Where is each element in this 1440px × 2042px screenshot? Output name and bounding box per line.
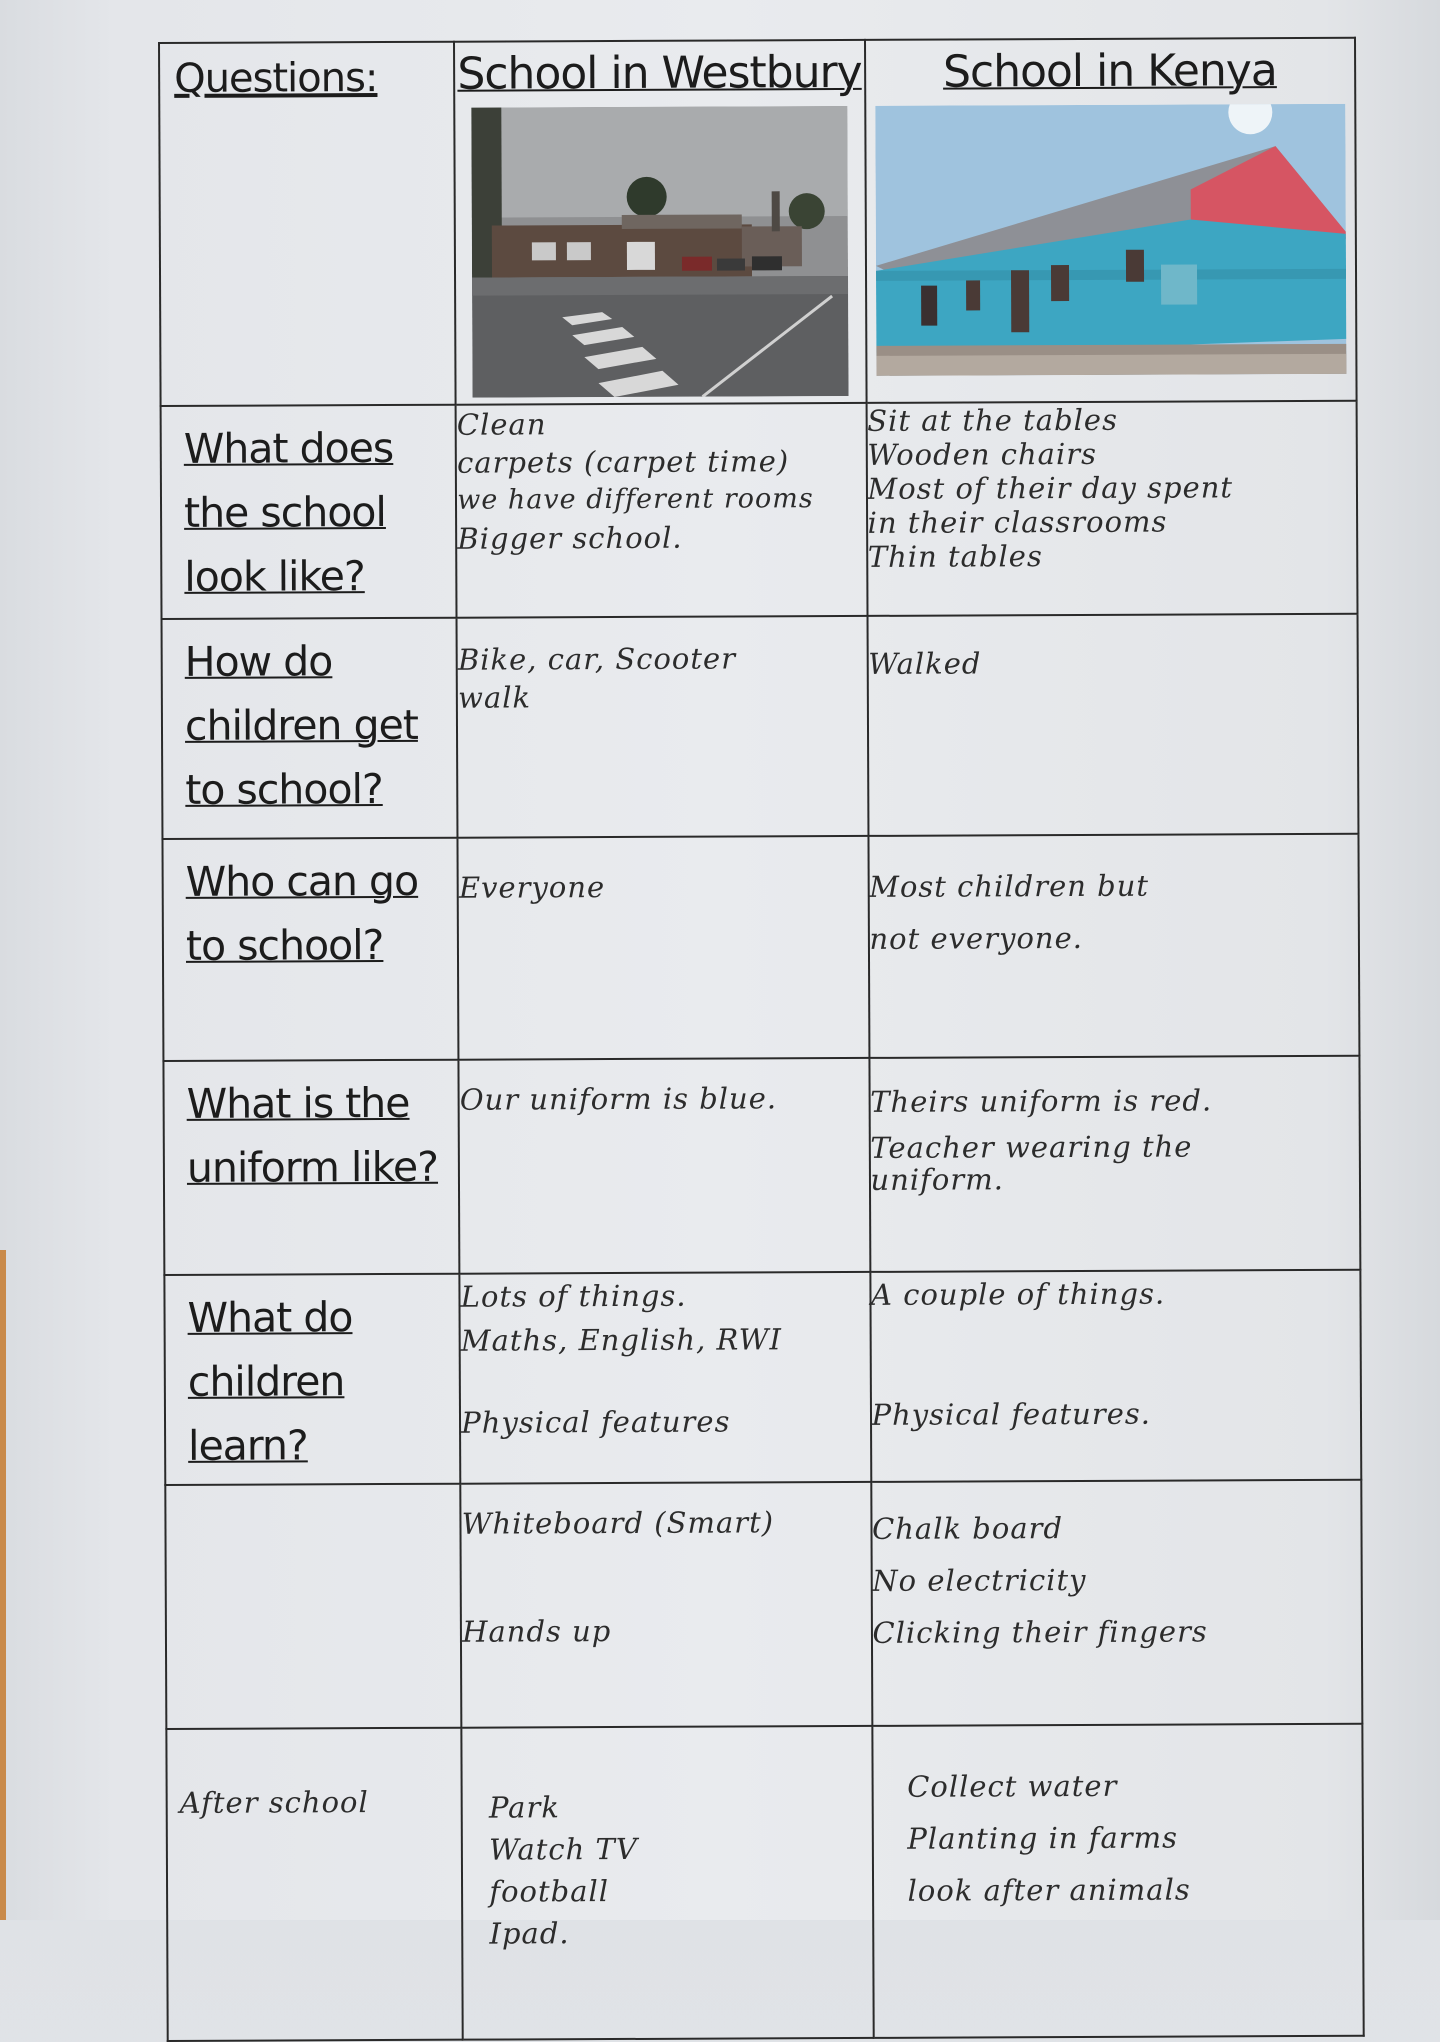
after-school-label: After school bbox=[179, 1785, 369, 1820]
answer-line: Theirs uniform is red. bbox=[870, 1083, 1213, 1119]
answer-line: Lots of things. bbox=[460, 1278, 687, 1314]
kenya-header-cell bbox=[865, 38, 1357, 403]
kenya-answer bbox=[868, 834, 1359, 1058]
question-cell bbox=[164, 1274, 460, 1485]
kenya-header: School in Kenya bbox=[942, 45, 1277, 98]
kenya-answer bbox=[871, 1480, 1363, 1726]
answer-line: walk bbox=[458, 680, 532, 715]
answer-line: Physical features bbox=[461, 1404, 731, 1440]
westbury-answer bbox=[459, 1058, 870, 1274]
question-line: children get bbox=[184, 700, 418, 750]
question-cell bbox=[163, 1060, 459, 1275]
question-line: uniform like? bbox=[186, 1142, 439, 1192]
spacer bbox=[462, 1541, 871, 1613]
spacer bbox=[871, 1315, 1360, 1387]
answer-line: Most children but bbox=[869, 868, 1150, 904]
kenya-school-photo bbox=[875, 104, 1346, 376]
row-classroom bbox=[165, 1480, 1362, 1729]
answer-line: Teacher wearing the bbox=[870, 1129, 1193, 1165]
question-cell-empty bbox=[165, 1484, 461, 1729]
row-look bbox=[161, 401, 1358, 619]
westbury-header-cell bbox=[454, 40, 866, 405]
answer-line: uniform. bbox=[870, 1162, 1004, 1197]
kenya-answer bbox=[866, 401, 1357, 616]
westbury-header: School in Westbury bbox=[457, 46, 862, 100]
answer-line: No electricity bbox=[872, 1562, 1087, 1598]
answer-line: Watch TV bbox=[489, 1831, 638, 1867]
question-line: to school? bbox=[185, 921, 384, 970]
answer-line: Planting in farms bbox=[907, 1820, 1179, 1856]
answer-line: Ipad. bbox=[489, 1916, 570, 1951]
kenya-answer bbox=[869, 1056, 1360, 1272]
question-line: Who can go bbox=[185, 856, 419, 906]
answer-line: Thin tables bbox=[867, 539, 1043, 574]
question-cell bbox=[162, 838, 458, 1061]
answer-line: Bigger school. bbox=[457, 520, 683, 556]
answer-line: Walked bbox=[868, 646, 982, 681]
answer-line: Our uniform is blue. bbox=[459, 1081, 778, 1117]
westbury-school-photo bbox=[472, 106, 849, 398]
answer-line: A couple of things. bbox=[870, 1276, 1166, 1312]
question-cell bbox=[161, 405, 457, 619]
question-line: to school? bbox=[185, 765, 383, 814]
answer-line: Most of their day spent bbox=[867, 470, 1234, 506]
table-edge bbox=[0, 1250, 6, 1920]
question-cell bbox=[166, 1728, 463, 2041]
question-line: What is the bbox=[186, 1078, 410, 1128]
question-line: What does bbox=[183, 423, 394, 473]
kenya-answer bbox=[872, 1724, 1364, 2038]
question-line: learn? bbox=[188, 1421, 308, 1470]
answer-line: football bbox=[489, 1874, 610, 1909]
question-line: children bbox=[187, 1357, 345, 1406]
answer-line: Whiteboard (Smart) bbox=[461, 1505, 775, 1541]
question-line: the school bbox=[183, 488, 386, 537]
answer-line: Wooden chairs bbox=[867, 436, 1098, 472]
answer-line: look after animals bbox=[907, 1872, 1191, 1908]
questions-header-cell bbox=[159, 42, 456, 406]
answer-line: Collect water bbox=[907, 1768, 1118, 1804]
comparison-table bbox=[158, 37, 1365, 2042]
question-line: look like? bbox=[184, 552, 365, 601]
kenya-answer bbox=[870, 1270, 1361, 1482]
westbury-answer bbox=[456, 403, 867, 618]
answer-line: carpets (carpet time) bbox=[456, 444, 790, 480]
westbury-answer bbox=[461, 1482, 872, 1728]
row-after-school bbox=[166, 1724, 1363, 2041]
westbury-answer bbox=[458, 836, 869, 1060]
header-row bbox=[159, 38, 1357, 406]
answer-line: Hands up bbox=[462, 1614, 612, 1649]
answer-line: we have different rooms bbox=[457, 483, 814, 516]
answer-line: Clean bbox=[456, 407, 547, 442]
westbury-answer bbox=[462, 1726, 874, 2040]
kenya-answer bbox=[867, 614, 1358, 836]
row-uniform bbox=[163, 1056, 1360, 1275]
question-line: How do bbox=[184, 637, 333, 686]
row-who bbox=[162, 834, 1359, 1061]
westbury-answer bbox=[460, 1272, 871, 1484]
questions-header: Questions: bbox=[174, 55, 378, 102]
question-cell bbox=[162, 618, 458, 839]
answer-line: in their classrooms bbox=[867, 504, 1168, 540]
answer-line: Park bbox=[488, 1790, 560, 1825]
spacer bbox=[461, 1361, 869, 1401]
row-learn bbox=[164, 1270, 1361, 1485]
question-line: What do bbox=[187, 1293, 353, 1342]
row-travel bbox=[162, 614, 1359, 839]
answer-line: Maths, English, RWI bbox=[460, 1322, 783, 1358]
answer-line: Physical features. bbox=[871, 1396, 1152, 1432]
westbury-answer bbox=[457, 616, 868, 838]
answer-line: Chalk board bbox=[871, 1511, 1064, 1546]
answer-line: Bike, car, Scooter bbox=[457, 641, 737, 677]
answer-line: Sit at the tables bbox=[867, 402, 1118, 438]
answer-line: Everyone bbox=[458, 870, 606, 905]
answer-line: not everyone. bbox=[869, 920, 1084, 956]
answer-line: Clicking their fingers bbox=[872, 1614, 1208, 1650]
